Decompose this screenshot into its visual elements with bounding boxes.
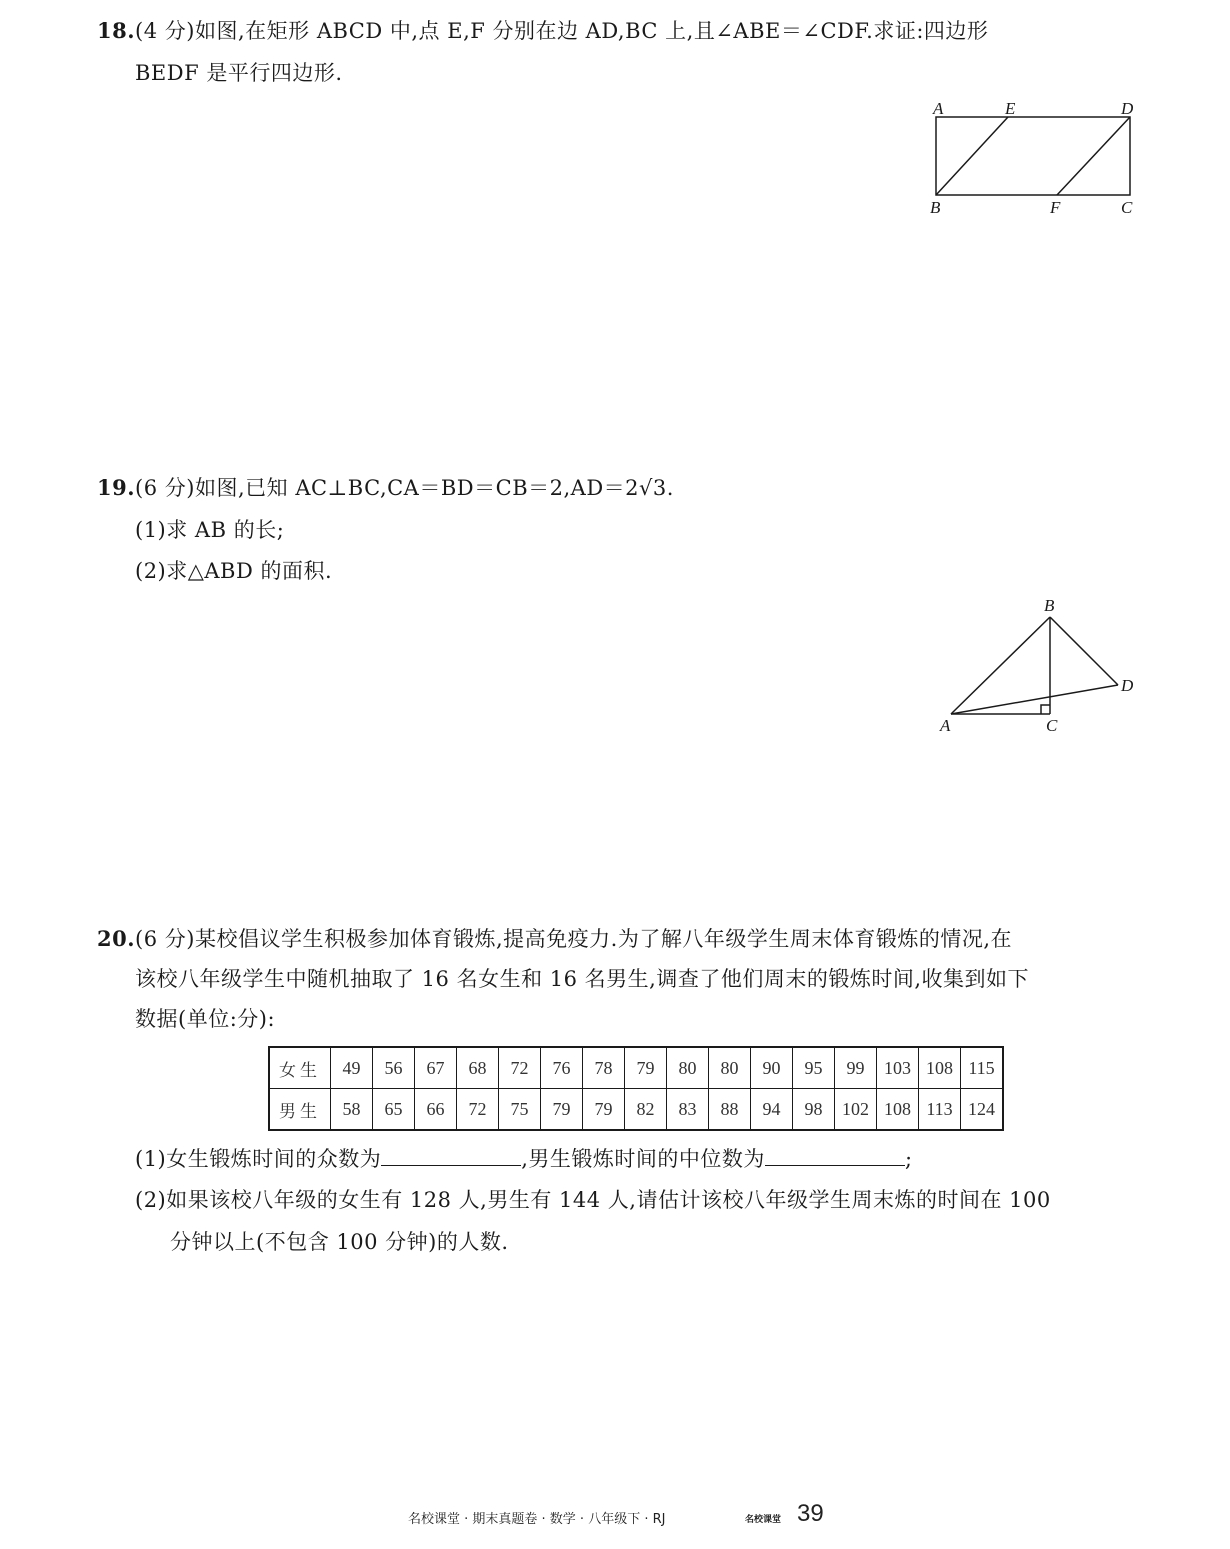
table-cell: 66 [415,1089,457,1131]
label-d: D [1121,99,1134,118]
table-cell: 102 [835,1089,877,1131]
row-label: 女生 [269,1047,331,1089]
label-b: B [930,198,941,217]
table-cell: 115 [961,1047,1004,1089]
q19-line1 [97,473,674,503]
mode-answer-blank[interactable] [381,1145,521,1166]
table-cell: 80 [709,1047,751,1089]
table-cell: 58 [331,1089,373,1131]
q19-text-1: (6 分)如图,已知 AC⊥BC,CA＝BD＝CB＝2,AD＝2√3. [135,476,674,500]
table-cell: 79 [541,1089,583,1131]
table-cell: 80 [667,1047,709,1089]
right-angle-mark [1041,705,1050,714]
q20-part1 [135,1144,913,1174]
q20-number: 20. [97,926,136,951]
table-row-girls [269,1047,1003,1089]
exercise-time-table [268,1046,1004,1131]
page-number: 39 [797,1500,824,1527]
table-cell: 90 [751,1047,793,1089]
row-label: 男生 [269,1089,331,1131]
table-cell: 72 [457,1089,499,1131]
table-cell: 76 [541,1047,583,1089]
q20-part1-text-b: ,男生锻炼时间的中位数为 [521,1147,765,1171]
table-cell: 67 [415,1047,457,1089]
table-cell: 82 [625,1089,667,1131]
table-cell: 49 [331,1047,373,1089]
median-answer-blank[interactable] [765,1145,905,1166]
table-cell: 88 [709,1089,751,1131]
table-cell: 124 [961,1089,1004,1131]
q20-line1 [97,924,1012,954]
table-cell: 113 [919,1089,961,1131]
q18-rectangle-figure [925,95,1145,225]
label-b2: B [1044,596,1055,615]
table-cell: 79 [583,1089,625,1131]
q20-part2-line2: 分钟以上(不包含 100 分钟)的人数. [170,1230,509,1254]
q20-part1-text-a: (1)女生锻炼时间的众数为 [135,1147,382,1171]
q19-part1: (1)求 AB 的长; [135,518,285,542]
table-cell: 65 [373,1089,415,1131]
footer-logo: 名校课堂 [745,1515,782,1525]
label-d2: D [1121,676,1134,695]
label-a: A [933,99,944,118]
table-cell: 79 [625,1047,667,1089]
q20-part1-text-c: ; [904,1147,913,1171]
table-cell: 99 [835,1047,877,1089]
table-row-boys [269,1089,1003,1131]
label-a2: A [940,716,951,735]
q19-number: 19. [97,475,136,500]
table-cell: 68 [457,1047,499,1089]
table-cell: 98 [793,1089,835,1131]
segment-fd [1057,117,1130,195]
q19-part2: (2)求△ABD 的面积. [135,559,333,583]
label-c2: C [1046,716,1058,735]
table-cell: 108 [919,1047,961,1089]
table-cell: 72 [499,1047,541,1089]
rect-abcd [936,117,1130,195]
q20-part2-line1: (2)如果该校八年级的女生有 128 人,男生有 144 人,请估计该校八年级学生周末炼的时间在 100 [135,1188,1051,1212]
table-cell: 103 [877,1047,919,1089]
q18-line2: BEDF 是平行四边形. [135,61,343,85]
table-cell: 78 [583,1047,625,1089]
segment-bd [1050,617,1118,685]
label-e: E [1005,99,1016,118]
segment-be [936,117,1008,195]
footer-text: 名校课堂 · 期末真题卷 · 数学 · 八年级下 · RJ [408,1512,666,1527]
q19-triangle-figure [935,595,1145,740]
q18-line1 [97,16,988,46]
q20-line3: 数据(单位:分): [135,1007,276,1031]
q20-line2: 该校八年级学生中随机抽取了 16 名女生和 16 名男生,调查了他们周末的锻炼时间,收集到如下 [135,967,1029,991]
q18-text-1: (4 分)如图,在矩形 ABCD 中,点 E,F 分别在边 AD,BC 上,且∠ABE＝∠CDF.求证:四边形 [135,19,989,43]
table-cell: 95 [793,1047,835,1089]
label-c: C [1121,198,1133,217]
table-cell: 75 [499,1089,541,1131]
table-cell: 108 [877,1089,919,1131]
table-cell: 83 [667,1089,709,1131]
label-f: F [1050,198,1061,217]
q20-text-1: (6 分)某校倡议学生积极参加体育锻炼,提高免疫力.为了解八年级学生周末体育锻炼的情况,在 [135,927,1012,951]
table-cell: 56 [373,1047,415,1089]
q18-number: 18. [97,18,136,43]
table-cell: 94 [751,1089,793,1131]
